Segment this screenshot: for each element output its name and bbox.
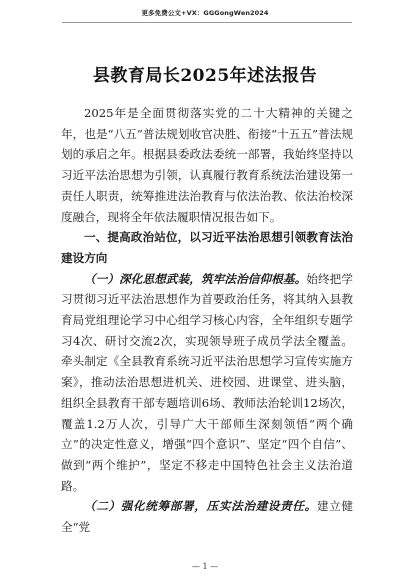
subsection-2-paragraph bbox=[61, 496, 353, 537]
subsection-2-text: 建立健全“党 bbox=[61, 499, 353, 535]
header-note: 更多免费公文+VX：GGGongWen2024 bbox=[141, 9, 269, 17]
section-heading-1: 一、提高政治站位，以习近平法治思想引领教育法治建设方向 bbox=[61, 230, 353, 265]
subsection-2-lead: （二）强化统筹部署，压实法治建设责任。 bbox=[84, 499, 317, 514]
document-title: 县教育局长2025年述法报告 bbox=[92, 66, 318, 86]
subsection-1-paragraph bbox=[61, 269, 353, 497]
document-body bbox=[61, 103, 353, 538]
page-number: — 1 — bbox=[191, 562, 219, 571]
subsection-1-text: 始终把学习贯彻习近平法治思想作为首要政治任务，将其纳入县教育局党组理论学习中心组学习核心内容，全年组织专题学习4次、研讨交流2次，实现领导班子成员学法全覆盖。牵头制定《全县教育系统习近平法治思想学习宣传实施方案》，推动法治思想进机关、进校园、进课堂、进头脑，组织全县教育干部专题培训6场、教师法治轮训12场次，覆盖1.2万人次，引导广大干部师生深刻领悟“两个确立”的决定性意义，增强“四个意识”、坚定“四个自信”、做到“两个维护”，坚定不移走中国特色社会主义法治道路。 bbox=[61, 271, 353, 493]
intro-paragraph: 2025年是全面贯彻落实党的二十大精神的关键之年，也是“八五”普法规划收官决胜、衔接“十五五”普法规划的承启之年。根据县委政法委统一部署，我始终坚持以习近平法治思想为引领，认真履行教育系统法治建设第一责任人职责，统筹推进法治教育与依法治教、依法治校深度融合，现将全年依法履职情况报告如下。 bbox=[61, 106, 353, 224]
subsection-1-lead: （一）深化思想武装，筑牢法治信仰根基。 bbox=[84, 271, 307, 286]
header-divider bbox=[62, 22, 352, 23]
